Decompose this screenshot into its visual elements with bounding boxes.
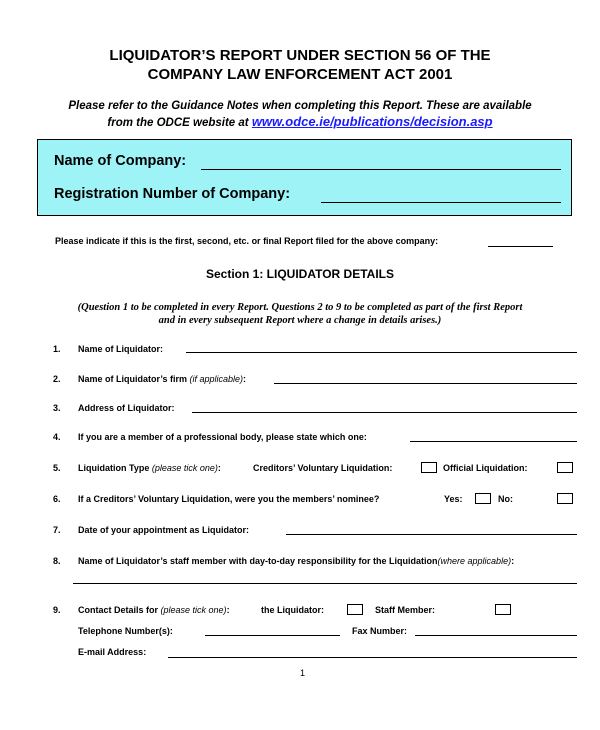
staff-member-field[interactable]: [73, 583, 577, 584]
section-instruction-line-2: and in every subsequent Report where a change in details arises.): [158, 315, 442, 326]
section-title: Section 1: LIQUIDATOR DETAILS: [205, 267, 394, 281]
q3-number: 3.: [53, 403, 61, 413]
company-details-box: [37, 139, 572, 216]
q6-label: If a Creditors’ Voluntary Liquidation, were you the members’ nominee?: [78, 494, 380, 504]
yes-label: Yes:: [444, 494, 463, 504]
q5-hint: (please tick one): [151, 463, 218, 473]
q8-number: 8.: [53, 556, 61, 566]
q7-label: Date of your appointment as Liquidator:: [78, 525, 250, 535]
contact-liquidator-label: the Liquidator:: [261, 605, 324, 615]
title-line-1: LIQUIDATOR’S REPORT UNDER SECTION 56 OF THE: [109, 47, 491, 64]
section-instruction-line-1: (Question 1 to be completed in every Report. Questions 2 to 9 to be completed as part of the first Report: [77, 302, 523, 313]
q8-text: Name of Liquidator’s staff member with day-to-day responsibility for the Liquidation: [78, 556, 438, 566]
q8-hint: (where applicable): [437, 556, 512, 566]
guidance-note-line-1: Please refer to the Guidance Notes when completing this Report. These are available: [68, 100, 532, 112]
q9-label: [78, 605, 230, 615]
q6-number: 6.: [53, 494, 61, 504]
contact-liquidator-checkbox[interactable]: [347, 604, 363, 615]
telephone-label: Telephone Number(s):: [78, 626, 173, 636]
registration-number-label: Registration Number of Company:: [54, 186, 291, 202]
title-line-2: COMPANY LAW ENFORCEMENT ACT 2001: [147, 66, 453, 83]
fax-label: Fax Number:: [352, 626, 408, 636]
q5-label: [78, 463, 221, 473]
no-checkbox[interactable]: [557, 493, 573, 504]
professional-body-field[interactable]: [410, 441, 577, 442]
q8-label: [78, 556, 514, 566]
q9-number: 9.: [53, 605, 61, 615]
q8-colon: :: [511, 556, 515, 566]
email-label: E-mail Address:: [78, 647, 147, 657]
q1-number: 1.: [53, 344, 61, 354]
q2-label: [78, 374, 246, 384]
q9-hint: (please tick one): [160, 605, 227, 615]
liquidator-name-field[interactable]: [186, 352, 577, 353]
q2-colon: :: [243, 374, 247, 384]
email-field[interactable]: [168, 657, 577, 658]
liquidator-address-field[interactable]: [192, 412, 577, 413]
report-number-prompt: Please indicate if this is the first, second, etc. or final Report filed for the above company:: [55, 236, 439, 246]
guidance-note-line-2: [0, 114, 600, 131]
q3-label: Address of Liquidator:: [78, 403, 175, 413]
q9-colon: :: [226, 605, 230, 615]
q2-hint: (if applicable): [189, 374, 244, 384]
official-liquidation-checkbox[interactable]: [557, 462, 573, 473]
contact-staff-label: Staff Member:: [375, 605, 436, 615]
appointment-date-field[interactable]: [286, 534, 577, 535]
guidance-note-prefix: from the ODCE website at: [107, 117, 252, 129]
q5-colon: :: [217, 463, 221, 473]
company-name-field[interactable]: [201, 169, 561, 170]
cvl-checkbox[interactable]: [421, 462, 437, 473]
official-liquidation-label: Official Liquidation:: [443, 463, 528, 473]
q4-number: 4.: [53, 432, 61, 442]
fax-field[interactable]: [415, 635, 577, 636]
q9-text: Contact Details for: [78, 605, 161, 615]
q7-number: 7.: [53, 525, 61, 535]
company-name-label: Name of Company:: [54, 153, 187, 169]
cvl-option-label: Creditors’ Voluntary Liquidation:: [253, 463, 393, 473]
contact-staff-checkbox[interactable]: [495, 604, 511, 615]
odce-link[interactable]: www.odce.ie/publications/decision.asp: [251, 114, 493, 129]
liquidator-firm-field[interactable]: [274, 383, 577, 384]
no-label: No:: [498, 494, 513, 504]
q5-text: Liquidation Type: [78, 463, 152, 473]
q2-number: 2.: [53, 374, 61, 384]
q5-number: 5.: [53, 463, 61, 473]
q4-label: If you are a member of a professional body, please state which one:: [78, 432, 367, 442]
q2-text: Name of Liquidator’s firm: [78, 374, 190, 384]
telephone-field[interactable]: [205, 635, 340, 636]
q1-label: Name of Liquidator:: [78, 344, 163, 354]
page-number: 1: [300, 668, 306, 678]
registration-number-field[interactable]: [321, 202, 561, 203]
yes-checkbox[interactable]: [475, 493, 491, 504]
report-number-field[interactable]: [488, 246, 553, 247]
